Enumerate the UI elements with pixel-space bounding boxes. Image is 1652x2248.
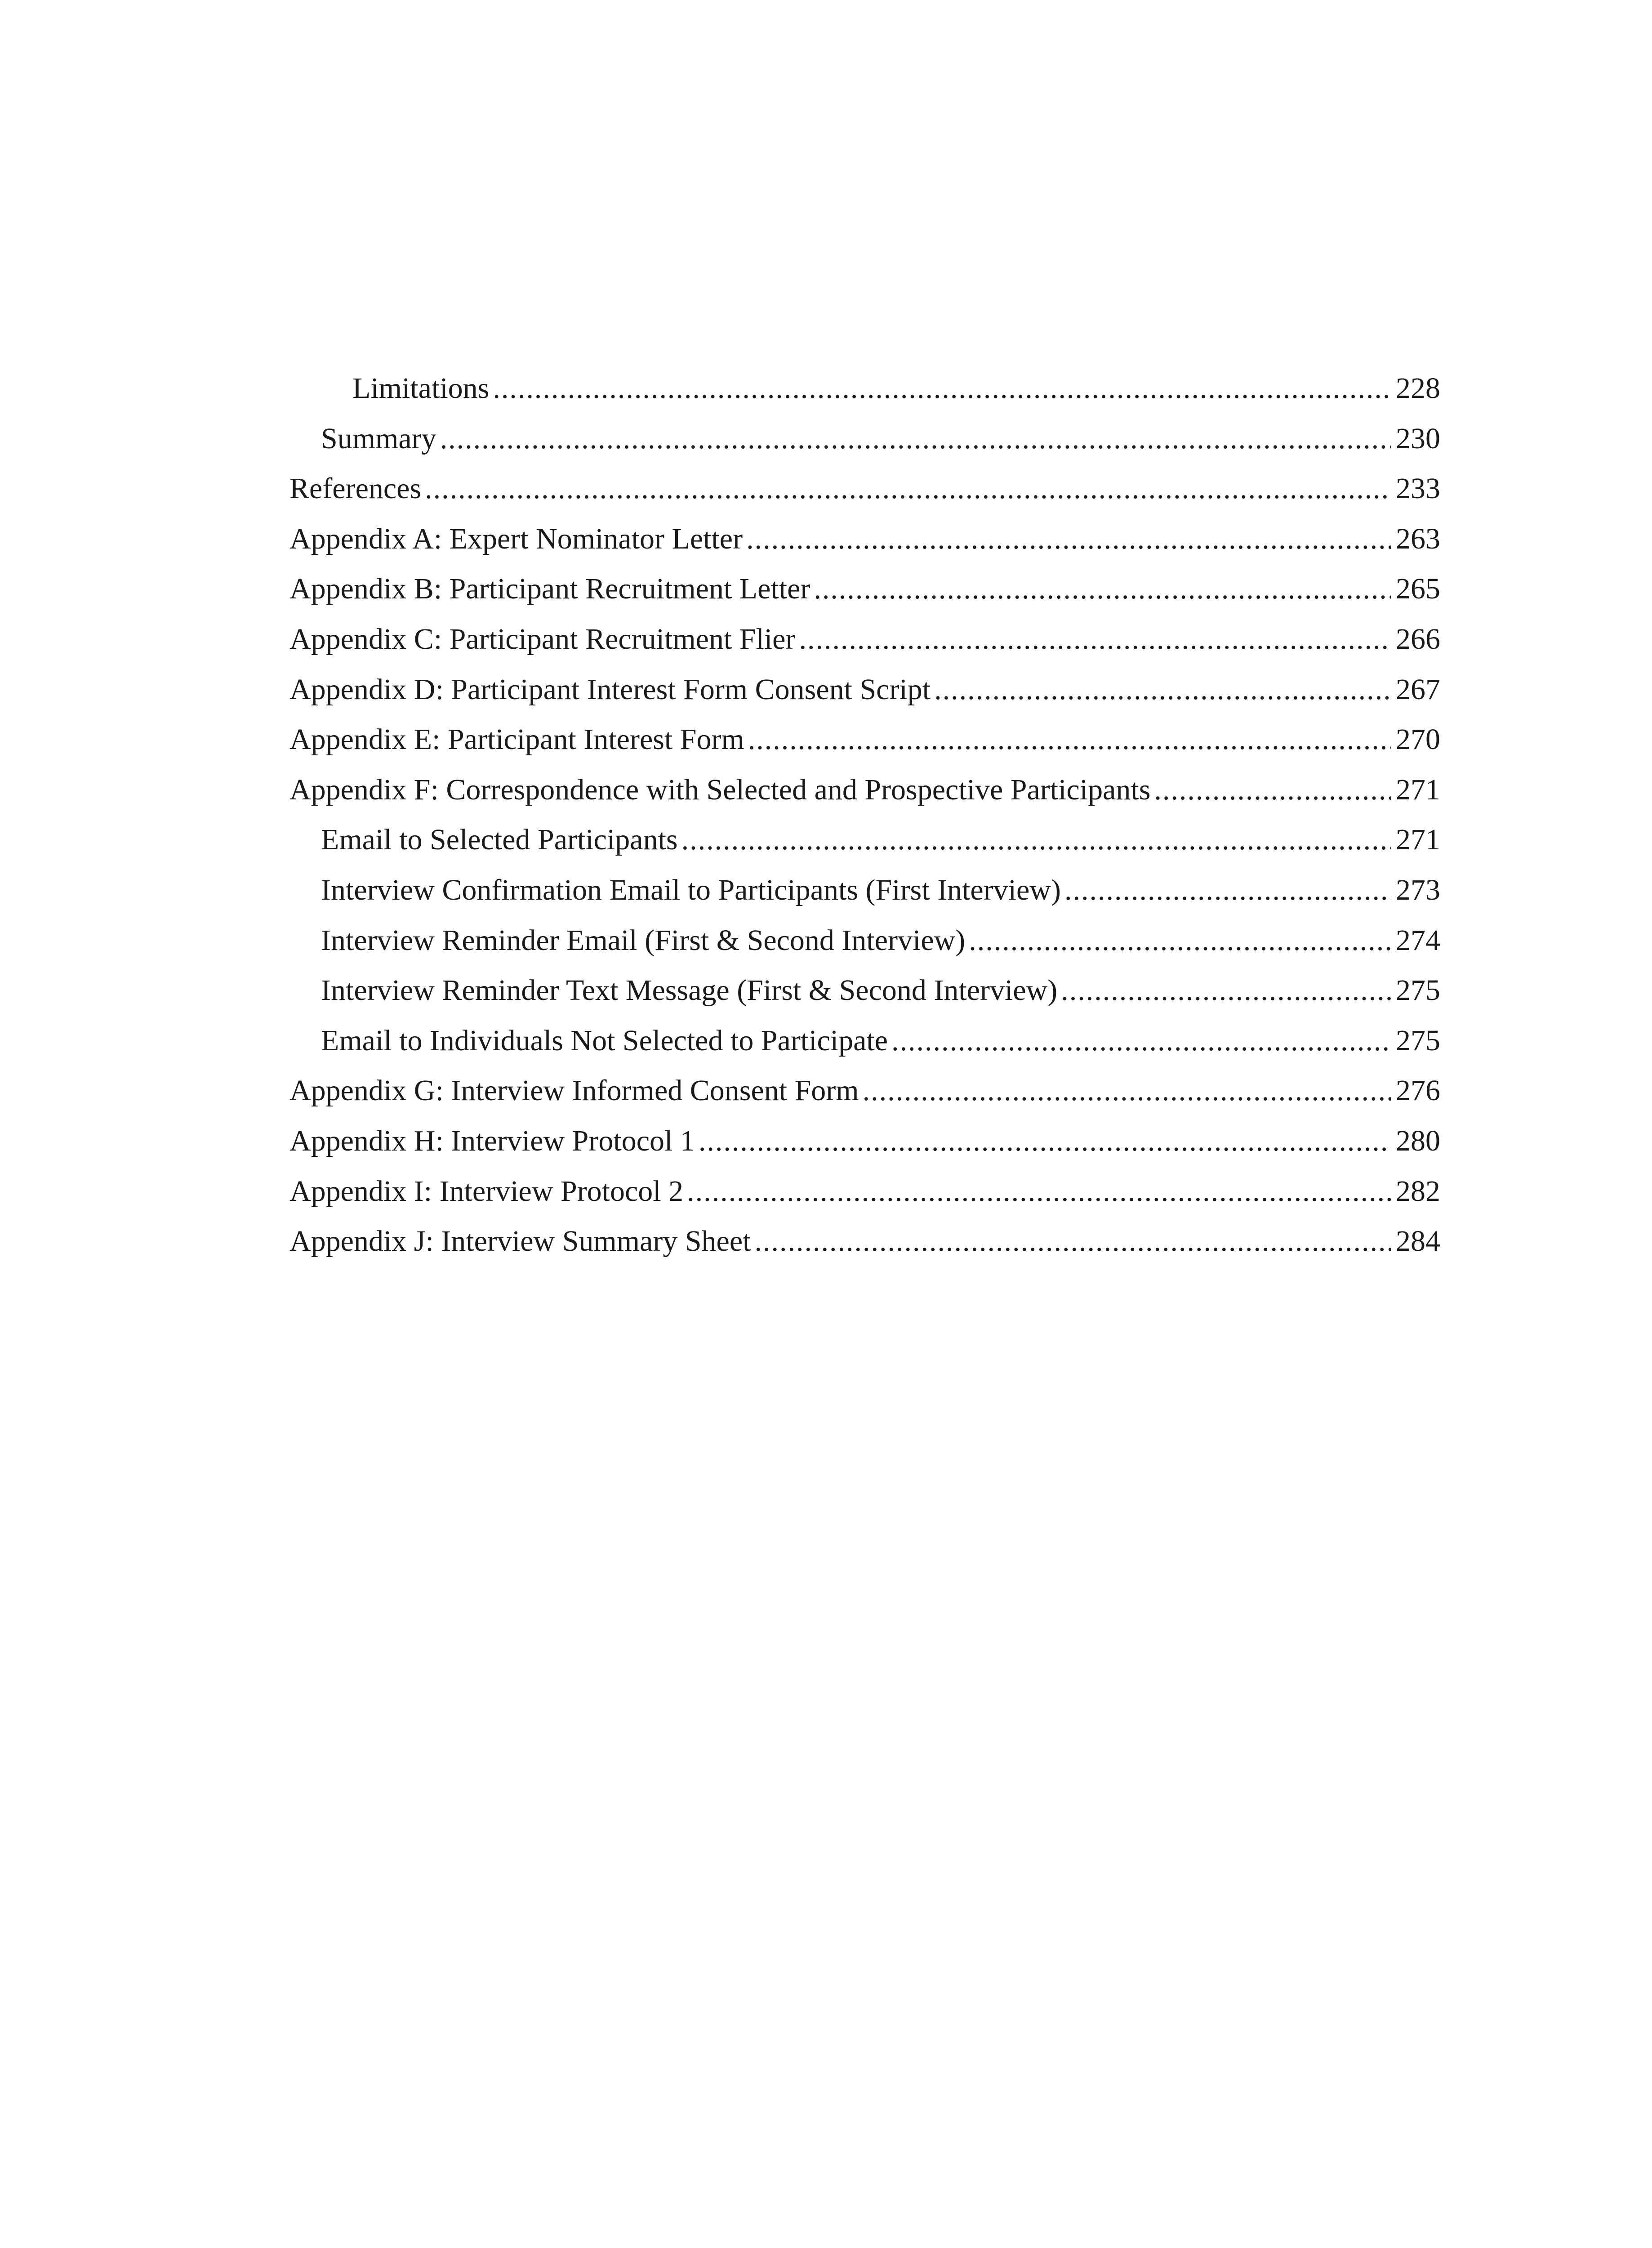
toc-entry-interview-confirmation	[289, 865, 1440, 915]
toc-entry-title: Appendix D: Participant Interest Form Consent Script	[289, 673, 931, 706]
toc-entry-appendix-c	[289, 614, 1440, 665]
toc-entry-title: Appendix A: Expert Nominator Letter	[289, 522, 743, 555]
toc-entry-title: Email to Individuals Not Selected to Participate	[321, 1024, 888, 1057]
toc-entry-references	[289, 464, 1440, 514]
toc-dot-leader	[754, 1216, 1391, 1267]
toc-entry-page-number: 274	[1396, 923, 1440, 957]
toc-entry-page-number: 280	[1396, 1124, 1440, 1157]
toc-dot-leader	[799, 614, 1391, 665]
toc-dot-leader	[1061, 965, 1391, 1016]
toc-entry-title: References	[289, 472, 422, 505]
toc-entry-limitations	[289, 363, 1440, 414]
toc-entry-page-number: 284	[1396, 1225, 1440, 1258]
toc-dot-leader	[814, 564, 1391, 614]
toc-entry-title: Limitations	[352, 372, 490, 405]
toc-dot-leader	[863, 1066, 1391, 1116]
table-of-contents	[289, 363, 1440, 1267]
toc-entry-title: Appendix B: Participant Recruitment Letter	[289, 572, 810, 606]
toc-entry-title: Interview Reminder Text Message (First & Second Interview)	[321, 974, 1058, 1007]
toc-entry-title: Appendix F: Correspondence with Selected and Prospective Participants	[289, 773, 1151, 806]
toc-entry-title: Email to Selected Participants	[321, 823, 678, 856]
toc-entry-appendix-f	[289, 765, 1440, 815]
toc-entry-appendix-b	[289, 564, 1440, 614]
toc-entry-email-not-selected	[289, 1016, 1440, 1066]
toc-entry-page-number: 233	[1396, 472, 1440, 505]
toc-entry-page-number: 273	[1396, 873, 1440, 906]
toc-entry-appendix-g	[289, 1066, 1440, 1116]
toc-entry-title: Summary	[321, 422, 436, 455]
toc-dot-leader	[1154, 765, 1391, 815]
toc-entry-title: Appendix I: Interview Protocol 2	[289, 1174, 684, 1208]
toc-dot-leader	[699, 1116, 1391, 1166]
toc-entry-page-number: 282	[1396, 1174, 1440, 1208]
toc-dot-leader	[440, 414, 1391, 464]
toc-dot-leader	[687, 1166, 1391, 1217]
toc-entry-page-number: 275	[1396, 1024, 1440, 1057]
toc-entry-title: Interview Confirmation Email to Participants (First Interview)	[321, 873, 1061, 906]
toc-entry-page-number: 266	[1396, 622, 1440, 656]
toc-entry-page-number: 271	[1396, 773, 1440, 806]
toc-entry-page-number: 276	[1396, 1074, 1440, 1107]
toc-dot-leader	[934, 665, 1391, 715]
toc-entry-title: Appendix E: Participant Interest Form	[289, 723, 744, 756]
toc-entry-title: Appendix G: Interview Informed Consent Form	[289, 1074, 859, 1107]
toc-dot-leader	[425, 464, 1391, 514]
toc-entry-reminder-text	[289, 965, 1440, 1016]
toc-dot-leader	[746, 514, 1391, 564]
toc-entry-reminder-email	[289, 915, 1440, 966]
toc-entry-page-number: 275	[1396, 974, 1440, 1007]
toc-entry-title: Appendix J: Interview Summary Sheet	[289, 1225, 751, 1258]
toc-entry-title: Appendix C: Participant Recruitment Flier	[289, 622, 796, 656]
toc-entry-summary	[289, 414, 1440, 464]
toc-entry-appendix-d	[289, 665, 1440, 715]
toc-entry-appendix-h	[289, 1116, 1440, 1166]
toc-entry-appendix-j	[289, 1216, 1440, 1267]
toc-entry-page-number: 271	[1396, 823, 1440, 856]
toc-entry-page-number: 270	[1396, 723, 1440, 756]
toc-entry-page-number: 267	[1396, 673, 1440, 706]
toc-entry-page-number: 265	[1396, 572, 1440, 606]
toc-entry-page-number: 228	[1396, 372, 1440, 405]
toc-entry-email-selected	[289, 815, 1440, 865]
toc-entry-appendix-i	[289, 1166, 1440, 1217]
toc-entry-appendix-e	[289, 714, 1440, 765]
toc-dot-leader	[748, 714, 1391, 765]
toc-dot-leader	[1064, 865, 1391, 915]
toc-entry-title: Interview Reminder Email (First & Second Interview)	[321, 923, 966, 957]
toc-entry-appendix-a	[289, 514, 1440, 564]
toc-dot-leader	[493, 363, 1391, 414]
toc-dot-leader	[891, 1016, 1391, 1066]
toc-dot-leader	[969, 915, 1391, 966]
toc-entry-page-number: 263	[1396, 522, 1440, 555]
toc-entry-title: Appendix H: Interview Protocol 1	[289, 1124, 695, 1157]
toc-dot-leader	[681, 815, 1391, 865]
toc-entry-page-number: 230	[1396, 422, 1440, 455]
